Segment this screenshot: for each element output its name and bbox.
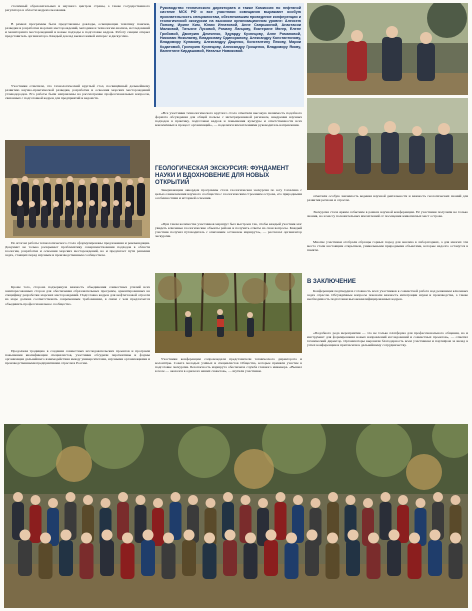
group-person-head — [245, 533, 256, 544]
group-person — [39, 543, 53, 579]
group-person-head — [225, 530, 236, 541]
group-person — [264, 540, 278, 576]
group-person-head — [188, 495, 198, 505]
group-person — [30, 505, 42, 543]
group-person-head — [102, 530, 113, 541]
group-person-head — [368, 533, 379, 544]
group-person-head — [327, 533, 338, 544]
group-person-head — [204, 533, 215, 544]
col2-quote-paragraph: «Все участники технологического круглого стола отметили высокую значимость подобного формата обсуждения для общей пользы с интегрированной регионом, внедрения научных подходов в практику, подготовки кадров и повышения культуры и ответственности всех вовлечённых в процесс организаций», — поделился впечатлениями руководитель направления. — [155, 111, 302, 128]
group-person-head — [409, 533, 420, 544]
group-person-head — [206, 498, 216, 508]
acknowledgement-paragraph: Руководство технического директората и также Комиссия по нефтяной системе МСК РФ и все участники совещания выражают особую признательность специалистам, обеспечившим проведение конференции и геологической экскурсии на высоком организационном уровне: Алексею Попову, Ирине Ким, Юлии Игнатовой, Анне Сапрыкиной, Анастасии Малковой, Татьяне Лусовой, Роману Ланцову, Екатерине Мягер, Елене Грибовой, Дмитрию Демченко, Эдуарду Кузнецову, Анне Романовой, Николаю Николаеву, Владиславу Одиноралову, Александру Константинову, Владимиру Кулакову, Александру Даценко, Константину Пекову, Марии Кодатовой, Григорию Кузнецову, Александру Грищенко, Владимиру Якову, Валентине Кирдашовой, Наталье Новиковой. — [160, 6, 301, 53]
group-person — [223, 540, 237, 576]
group-person-head — [48, 498, 58, 508]
group-person-head — [266, 530, 277, 541]
col3-text1 — [307, 194, 468, 208]
col1-text2 — [5, 22, 150, 82]
group-person — [182, 540, 196, 576]
group-person-head — [83, 495, 93, 505]
group-person-head — [389, 530, 400, 541]
group-person-head — [61, 530, 72, 541]
group-person — [367, 543, 381, 579]
group-person-head — [20, 530, 31, 541]
group-person-head — [433, 492, 443, 502]
group-person — [387, 540, 401, 576]
group-person — [18, 540, 32, 576]
group-person-head — [122, 533, 133, 544]
col1-paragraph-5: Продолжая традицию в создании совместных исследовательских проектов и программ повышения квалификации специалистов, участники обсудили перспективы и формы организации дальнейшего взаимодействия между университетами, научными организациями и производственными предприятиями отрасли в России. — [5, 349, 150, 366]
conclusion-heading: В ЗАКЛЮЧЕНИЕ — [307, 279, 356, 285]
col3-paragraph-5: «Подобного рода мероприятия — это не только платформа для профессионального общения, но и инструмент для формирования новых направлений исследований и совместных проектов», — отметил технический директор. Организаторы выразили благодарность всем участникам и партнёрам за вклад в успех конференции и пригласили к дальнейшему сотрудничеству. — [307, 331, 468, 348]
group-person-head — [66, 492, 76, 502]
group-person-head — [348, 530, 359, 541]
group-person-head — [307, 530, 318, 541]
col3-paragraph-4: Конференция подтвердила готовность всех участников к совместной работе над решением ключевых задач отрасли. Обсуждённые вопросы показали важность интеграции науки и производства, а также необходимость подготовки высококвалифицированных кадров. — [307, 289, 468, 302]
forest-excursion-photo — [155, 273, 302, 353]
conference-group-photo — [5, 140, 150, 238]
group-person-head — [163, 533, 174, 544]
col1-paragraph-2: В рамках программы была представлены доклады, освещающие тематику поисков, разведки и разработки морских месторождений, методики и технологии анализа, исследований и мониторинга месторождений и новые подходы к подготовке кадров. Работу секции открыл представитель организатора. Каждый доклад вызвал живой интерес и дискуссию. — [5, 22, 150, 39]
group-person-head — [171, 492, 181, 502]
group-person — [346, 540, 360, 576]
col2-quote — [155, 111, 302, 163]
col1-photo-caption — [5, 241, 150, 283]
group-person-head — [311, 498, 321, 508]
col1-caption-paragraph: По итогам работы технологического стола сформулированы предложения и рекомендации. Документ не только раскрывает проблематику совершенствования подходов в области геологии, разработки и освоения морских месторождений, но и предлагает пути решения задач, стоящих перед научным и производственным сообществом. — [5, 241, 150, 258]
group-person-head — [430, 530, 441, 541]
group-person-head — [328, 492, 338, 502]
group-person-head — [293, 495, 303, 505]
col2-text3 — [155, 357, 302, 419]
group-person-head — [241, 495, 251, 505]
col3-paragraph-2: Экскурсия стала ярким событием в рамках научной конференции. Её участники получили не только знания, но и массу положительных впечатлений от посещения живописных мест острова. — [307, 210, 468, 219]
col2-paragraph-1: Завершающим аккордом программы стала геологическая экскурсия по югу Сахалина с целью ознакомления научного сообщества с геологическим строением острова, его природными особенностями и историей освоения. — [155, 188, 302, 201]
group-person-head — [258, 498, 268, 508]
group-person — [326, 543, 340, 579]
group-person-head — [223, 492, 233, 502]
group-person — [203, 543, 217, 579]
group-person-head — [451, 495, 461, 505]
group-person — [121, 543, 135, 579]
excursion-group-photo — [4, 424, 468, 608]
group-person-head — [118, 492, 128, 502]
group-person-head — [184, 530, 195, 541]
excursion-heading: ГЕОЛОГИЧЕСКАЯ ЭКСКУРСИЯ: ФУНДАМЕНТ НАУКИ И ВДОХНОВЕНИЕ ДЛЯ НОВЫХ ОТКРЫТИЙ — [155, 166, 289, 186]
group-person — [162, 543, 176, 579]
col1-text5 — [5, 349, 150, 419]
group-person-head — [416, 498, 426, 508]
col2-text1 — [155, 188, 302, 220]
col3-paragraph-1: отметили особую значимость ведения научной деятельности и важность геологических знаний для развития региона и отрасли. — [307, 194, 468, 203]
group-person-head — [346, 495, 356, 505]
group-person-head — [81, 533, 92, 544]
group-person-head — [40, 533, 51, 544]
col3-text2 — [307, 210, 468, 238]
acknowledgement-text — [160, 6, 301, 104]
group-person — [449, 543, 463, 579]
group-person — [152, 508, 164, 546]
group-person — [428, 540, 442, 576]
group-person-head — [398, 495, 408, 505]
col3-text4 — [307, 289, 468, 329]
group-person — [305, 540, 319, 576]
col3-text5 — [307, 331, 468, 419]
group-person-head — [450, 533, 461, 544]
col1-paragraph-3: Участники отметили, что технологический круглый стол, посвящённый дальнейшему развитию научно-практической разведки, разработки и освоения морских месторождений углеводородов. Его работы были направлены на рассмотрение профессиональных вопросов, связанных с подготовкой кадров для предприятий и ведомств. — [5, 84, 150, 101]
group-person-head — [143, 530, 154, 541]
group-person-head — [276, 492, 286, 502]
acknowledgement-box — [154, 3, 304, 107]
group-person — [285, 543, 299, 579]
group-person — [59, 540, 73, 576]
group-person — [141, 540, 155, 576]
col2-text2 — [155, 222, 302, 270]
col1-top-text — [5, 4, 150, 19]
outdoor-people-photo-2 — [307, 98, 468, 190]
col1-text4 — [5, 285, 150, 347]
group-person — [100, 540, 114, 576]
col1-paragraph-4: Кроме того, сторона подчеркнула важность объединения совместных усилий всех заинтересованных сторон для обеспечения образовательных программ, ориентированных на специфику разработки морских месторождений. Подготовка кадров для нефтегазовой отрасли на море должна соответствовать современным требованиям, в связи с чем предлагается объединить профессиональное сообщество. — [5, 285, 150, 306]
group-person-head — [13, 492, 23, 502]
group-person — [80, 543, 94, 579]
col1-text3 — [5, 84, 150, 137]
group-person-head — [31, 495, 41, 505]
col3-paragraph-3: Многие участники отобрали образцы горных пород для анализа в лабораториях, а для многих эти места стали настоящим открытием, уникальными природными объектами, которые надолго останутся в памяти. — [307, 240, 468, 253]
group-person-head — [363, 498, 373, 508]
group-person — [408, 543, 422, 579]
col2-paragraph-2: «При таком количестве участников маршрут был выстроен так, чтобы каждый участник мог увидеть ключевые геологические объекты района и получить ответы на свои вопросы. Каждый участник получил путеводитель с описанием остановок маршрута», — рассказал организатор экскурсии. — [155, 222, 302, 239]
col3-text3 — [307, 240, 468, 276]
group-person-head — [381, 492, 391, 502]
group-person-head — [153, 498, 163, 508]
group-person-head — [101, 498, 111, 508]
outdoor-people-photo-1 — [307, 3, 468, 95]
col2-paragraph-3: Участники конференции сопровождали представители технического директората и волонтёры. Совета молодых учёных и специалистов Общества, которые приняли участие в подготовке экскурсии. Безопасность маршрута обеспечила служба главного инженера. «Вышел в поле — оказался в одном из наших сюжетов», — шутили участники. — [155, 357, 302, 374]
group-person — [244, 543, 258, 579]
group-person-head — [136, 495, 146, 505]
col1-top-paragraph: столичный образовательных и научного центров страны, а также государственного регулятора в области недропользования. — [5, 4, 150, 13]
group-person-head — [286, 533, 297, 544]
